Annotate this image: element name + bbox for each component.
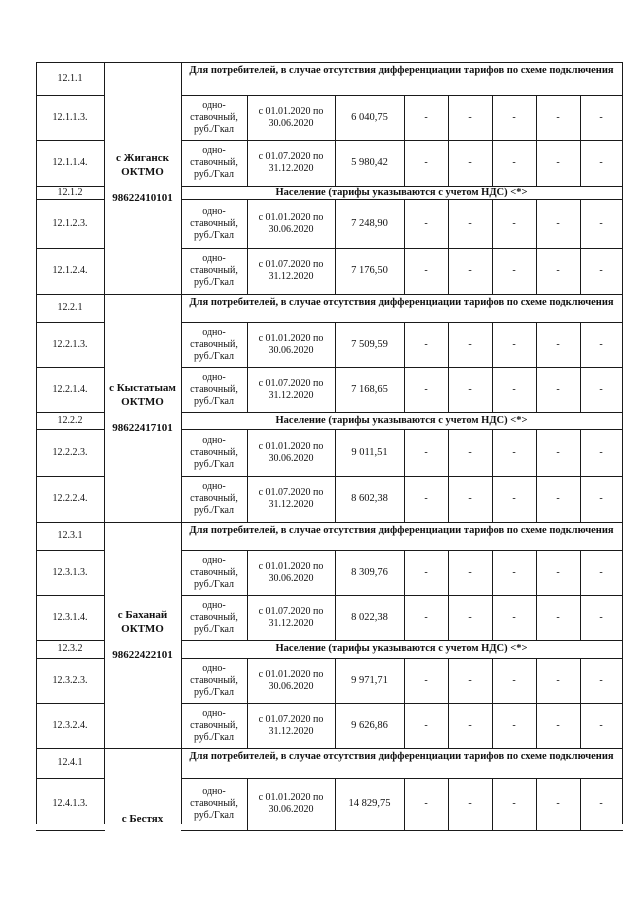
tariff-value: 6 040,75 <box>351 111 388 123</box>
tariff-value: 8 022,38 <box>351 611 388 623</box>
settlement-rule <box>104 294 182 295</box>
row-code: 12.3.1.3. <box>52 566 88 578</box>
row-code: 12.3.1.4. <box>52 611 88 623</box>
settlement-name: с Бестях <box>121 813 164 825</box>
tariff-value: 5 980,42 <box>351 157 388 168</box>
empty-dash: - <box>424 446 428 458</box>
empty-dash: - <box>512 338 516 350</box>
row-rule <box>36 294 105 295</box>
empty-dash: - <box>599 674 603 686</box>
row-rule <box>181 294 623 295</box>
row-rule <box>36 95 105 96</box>
settlement-name: с Кыстатыам <box>109 382 176 394</box>
tariff-period: с 01.01.2020 по 30.06.2020 <box>258 105 324 129</box>
row-code: 12.3.2 <box>57 643 83 654</box>
tariff-value: 7 248,90 <box>351 217 388 229</box>
settlement-name: с Баханай <box>117 609 168 621</box>
empty-dash: - <box>468 611 472 623</box>
empty-dash: - <box>556 798 560 809</box>
tariff-period: с 01.01.2020 по 30.06.2020 <box>258 332 324 356</box>
empty-dash: - <box>512 798 516 809</box>
row-rule <box>36 658 105 659</box>
tariff-period: с 01.07.2020 по 31.12.2020 <box>258 259 324 282</box>
row-code: 12.2.1 <box>57 302 83 313</box>
rate-unit: одно-ставочный, руб./Гкал <box>190 145 238 180</box>
tariff-period: с 01.07.2020 по 31.12.2020 <box>258 151 324 174</box>
row-rule <box>36 703 105 704</box>
row-rule <box>181 748 623 749</box>
row-rule <box>36 476 105 477</box>
row-code: 12.2.1.3. <box>52 338 88 350</box>
empty-dash: - <box>599 111 603 123</box>
settlement-label <box>104 608 181 662</box>
row-rule <box>36 522 105 523</box>
left-border <box>36 62 37 824</box>
empty-dash: - <box>424 111 428 123</box>
empty-dash: - <box>599 217 603 229</box>
rate-unit: одно-ставочный, руб./Гкал <box>190 99 238 135</box>
empty-dash: - <box>424 798 428 809</box>
tariff-value: 8 309,76 <box>351 566 388 578</box>
empty-dash: - <box>599 719 603 731</box>
row-code: 12.1.1.3. <box>52 111 88 123</box>
rate-unit: одно-ставочный, руб./Гкал <box>190 707 238 743</box>
empty-dash: - <box>599 338 603 350</box>
tariff-value: 8 602,38 <box>351 493 388 504</box>
rate-unit: одно-ставочный, руб./Гкал <box>190 253 238 288</box>
empty-dash: - <box>424 493 428 504</box>
rate-unit: одно-ставочный, руб./Гкал <box>190 554 238 590</box>
empty-dash: - <box>424 611 428 623</box>
empty-dash: - <box>556 338 560 350</box>
row-code: 12.3.2.3. <box>52 674 88 686</box>
tariff-value: 7 168,65 <box>351 383 388 395</box>
tariff-period: с 01.07.2020 по 31.12.2020 <box>258 487 324 510</box>
section-header: Население (тарифы указываются с учетом НДС) <*> <box>275 643 528 654</box>
empty-dash: - <box>599 446 603 458</box>
rate-unit: одно-ставочный, руб./Гкал <box>190 326 238 362</box>
empty-dash: - <box>424 157 428 168</box>
section-header: Население (тарифы указываются с учетом НДС) <*> <box>275 414 528 426</box>
empty-dash: - <box>468 719 472 731</box>
rate-unit: одно-ставочный, руб./Гкал <box>190 371 238 407</box>
empty-dash: - <box>512 674 516 686</box>
tariff-period: с 01.07.2020 по 31.12.2020 <box>258 713 324 737</box>
row-rule <box>36 248 105 249</box>
tariff-period: с 01.07.2020 по 31.12.2020 <box>258 377 324 401</box>
row-rule <box>181 522 623 523</box>
rate-unit: одно-ставочный, руб./Гкал <box>190 434 238 470</box>
row-code: 12.2.2 <box>57 414 83 426</box>
section-header: Население (тарифы указываются с учетом НДС) <*> <box>275 186 528 198</box>
settlement-rule <box>104 748 182 749</box>
right-border <box>622 62 623 824</box>
empty-dash: - <box>512 265 516 276</box>
settlement-label <box>104 812 181 826</box>
empty-dash: - <box>556 719 560 731</box>
empty-dash: - <box>556 111 560 123</box>
row-code: 12.2.1.4. <box>52 383 88 395</box>
tariff-value: 9 971,71 <box>351 674 388 686</box>
empty-dash: - <box>599 265 603 276</box>
empty-dash: - <box>424 338 428 350</box>
empty-dash: - <box>468 566 472 578</box>
row-rule <box>181 412 623 413</box>
empty-dash: - <box>512 383 516 395</box>
empty-dash: - <box>468 798 472 809</box>
empty-dash: - <box>512 111 516 123</box>
rate-unit: одно-ставочный, руб./Гкал <box>190 662 238 698</box>
empty-dash: - <box>556 493 560 504</box>
settlement-rule <box>104 522 182 523</box>
empty-dash: - <box>424 566 428 578</box>
row-rule <box>36 830 105 831</box>
empty-dash: - <box>556 611 560 623</box>
row-rule <box>36 140 105 141</box>
empty-dash: - <box>468 674 472 686</box>
empty-dash: - <box>424 217 428 229</box>
tariff-period: с 01.07.2020 по 31.12.2020 <box>258 605 324 629</box>
empty-dash: - <box>512 157 516 168</box>
empty-dash: - <box>468 265 472 276</box>
row-code: 12.4.1.3. <box>52 798 88 809</box>
tariff-period: с 01.01.2020 по 30.06.2020 <box>258 668 324 692</box>
row-code: 12.3.2.4. <box>52 719 88 731</box>
empty-dash: - <box>512 446 516 458</box>
row-code: 12.1.1.4. <box>52 157 88 168</box>
empty-dash: - <box>599 798 603 809</box>
empty-dash: - <box>424 383 428 395</box>
empty-dash: - <box>599 566 603 578</box>
row-code: 12.2.2.3. <box>52 446 88 458</box>
top-border <box>36 62 623 63</box>
oktmo-label: ОКТМО <box>121 396 164 408</box>
rate-unit: одно-ставочный, руб./Гкал <box>190 599 238 635</box>
empty-dash: - <box>599 493 603 504</box>
empty-dash: - <box>512 217 516 229</box>
row-code: 12.1.2 <box>57 186 83 198</box>
row-rule <box>36 367 105 368</box>
row-rule <box>36 199 105 200</box>
section-header: Для потребителей, в случае отсутствия дифференциации тарифов по схеме подключения <box>189 751 614 762</box>
oktmo-code: 98622410101 <box>112 192 173 204</box>
empty-dash: - <box>556 383 560 395</box>
settlement-name: с Жиганск <box>116 152 169 164</box>
row-rule <box>181 640 623 641</box>
row-rule <box>36 550 105 551</box>
rate-unit: одно-ставочный, руб./Гкал <box>190 786 238 821</box>
row-code: 12.3.1 <box>57 530 83 541</box>
section-header: Для потребителей, в случае отсутствия дифференциации тарифов по схеме подключения <box>189 297 614 308</box>
empty-dash: - <box>556 157 560 168</box>
empty-dash: - <box>556 674 560 686</box>
empty-dash: - <box>468 446 472 458</box>
empty-dash: - <box>512 566 516 578</box>
tariff-period: с 01.01.2020 по 30.06.2020 <box>258 560 324 584</box>
section-header: Для потребителей, в случае отсутствия дифференциации тарифов по схеме подключения <box>189 65 614 76</box>
tariff-value: 14 829,75 <box>348 798 391 809</box>
empty-dash: - <box>512 611 516 623</box>
oktmo-label: ОКТМО <box>121 623 164 635</box>
empty-dash: - <box>556 566 560 578</box>
empty-dash: - <box>468 111 472 123</box>
row-rule <box>36 429 105 430</box>
row-rule <box>36 640 105 641</box>
row-rule <box>36 595 105 596</box>
empty-dash: - <box>424 265 428 276</box>
row-rule <box>36 748 105 749</box>
oktmo-code: 98622422101 <box>112 649 173 661</box>
empty-dash: - <box>468 338 472 350</box>
rate-unit: одно-ставочный, руб./Гкал <box>190 205 238 241</box>
row-rule <box>36 778 105 779</box>
row-code: 12.1.1 <box>57 72 83 84</box>
tariff-period: с 01.01.2020 по 30.06.2020 <box>258 792 324 815</box>
row-rule <box>36 412 105 413</box>
settlement-label <box>104 381 181 435</box>
section-header: Для потребителей, в случае отсутствия дифференциации тарифов по схеме подключения <box>189 525 614 536</box>
row-rule <box>181 830 623 831</box>
empty-dash: - <box>424 674 428 686</box>
empty-dash: - <box>556 446 560 458</box>
row-code: 12.1.2.4. <box>52 265 88 276</box>
empty-dash: - <box>599 157 603 168</box>
empty-dash: - <box>556 265 560 276</box>
empty-dash: - <box>599 611 603 623</box>
empty-dash: - <box>468 493 472 504</box>
row-code: 12.1.2.3. <box>52 217 88 229</box>
empty-dash: - <box>599 383 603 395</box>
oktmo-label: ОКТМО <box>121 166 164 178</box>
empty-dash: - <box>556 217 560 229</box>
row-rule <box>36 322 105 323</box>
rate-unit: одно-ставочный, руб./Гкал <box>190 481 238 516</box>
tariff-period: с 01.01.2020 по 30.06.2020 <box>258 440 324 464</box>
empty-dash: - <box>468 217 472 229</box>
empty-dash: - <box>424 719 428 731</box>
tariff-value: 7 509,59 <box>351 338 388 350</box>
empty-dash: - <box>512 493 516 504</box>
tariff-value: 9 626,86 <box>351 719 388 731</box>
settlement-label <box>104 151 181 205</box>
oktmo-code: 98622417101 <box>112 422 173 434</box>
row-code: 12.2.2.4. <box>52 493 88 504</box>
tariff-value: 7 176,50 <box>351 265 388 276</box>
row-code: 12.4.1 <box>57 757 83 768</box>
tariff-period: с 01.01.2020 по 30.06.2020 <box>258 211 324 235</box>
empty-dash: - <box>468 383 472 395</box>
tariff-value: 9 011,51 <box>351 446 388 458</box>
empty-dash: - <box>468 157 472 168</box>
empty-dash: - <box>512 719 516 731</box>
